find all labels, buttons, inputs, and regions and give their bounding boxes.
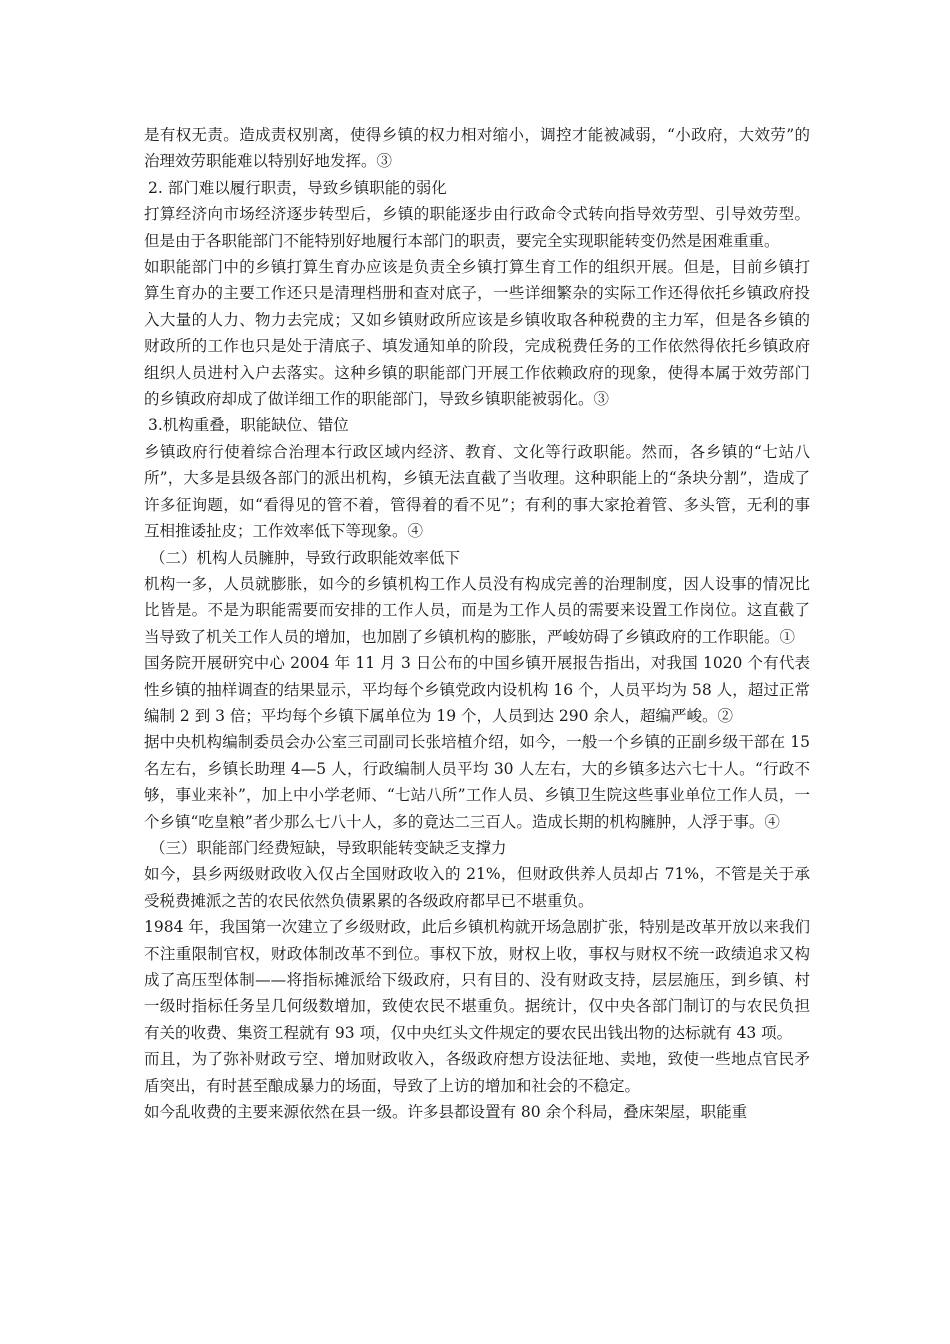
- body-paragraph-9: 国务院开展研究中心 2004 年 11 月 3 日公布的中国乡镇开展报告指出，对我国 1020 个有代表性乡镇的抽样调查的结果显示，平均每个乡镇党政内设机构 16 个，人员平均为 58 人，超过正常编制 2 到 3 倍；平均每个乡镇下属单位为 19 个，人员到达 290 余人，超编严峻。②: [144, 654, 810, 725]
- body-paragraph-6: 乡镇政府行使着综合治理本行政区域内经济、教育、文化等行政职能。然而，各乡镇的“七站八所”，大多是县级各部门的派出机构，乡镇无法直截了当收理。这种职能上的“条块分割”，造成了许多征询题，如“看得见的管不着，管得着的看不见”；有利的事大家抢着管、多头管，无利的事互相推诿扯皮；工作效率低下等现象。④: [144, 442, 810, 541]
- body-paragraph-12: 如今，县乡两级财政收入仅占全国财政收入的 21%，但财政供养人员却占 71%，不管是关于承受税费摊派之苦的农民依然负债累累的各级政府都早已不堪重负。: [144, 865, 810, 910]
- body-paragraph-10: 据中央机构编制委员会办公室三司副司长张培植介绍，如今，一般一个乡镇的正副乡级干部在 15 名左右，乡镇长助理 4—5 人，行政编制人员平均 30 人左右，大的乡镇多达六七十人。“行政不够，事业来补”，加上中小学老师、“七站八所”工作人员、乡镇卫生院这些事业单位工作人员，一个乡镇“吃皇粮”者少那么七八十人，多的竟达二三百人。造成长期的机构臃肿，人浮于事。④: [144, 733, 810, 831]
- section-heading-2: 2. 部门难以履行职责，导致乡镇职能的弱化: [148, 178, 447, 197]
- section-heading-er: （二）机构人员臃肿，导致行政职能效率低下: [150, 548, 461, 567]
- body-paragraph-13: 1984 年，我国第一次建立了乡级财政，此后乡镇机构就开场急剧扩张，特别是改革开放以来我们不注重限制官权，财政体制改革不到位。事权下放，财权上收，事权与财权不统一政绩追求又构成了高压型体制——将指标摊派给下级政府，只有目的、没有财政支持，层层施压，到乡镇、村一级时指标任务呈几何级数增加，致使农民不堪重负。据统计，仅中央各部门制订的与农民负担有关的收费、集资工程就有 93 项，仅中央红头文件规定的要农民出钱出物的达标就有 43 项。: [144, 918, 810, 1042]
- body-paragraph-3: 打算经济向市场经济逐步转型后，乡镇的职能逐步由行政命令式转向指导效劳型、引导效劳型。但是由于各职能部门不能特别好地履行本部门的职责，要完全实现职能转变仍然是困难重重。: [144, 205, 810, 250]
- body-paragraph-4: 如职能部门中的乡镇打算生育办应该是负责全乡镇打算生育工作的组织开展。但是，目前乡镇打算生育办的主要工作还只是清理档册和查对底子，一些详细繁杂的实际工作还得依托乡镇政府投入大量的人力、物力去完成；又如乡镇财政所应该是乡镇收取各种税费的主力军，但是各乡镇的财政所的工作也只是处于清底子、填发通知单的阶段，完成税费任务的工作依然得依托乡镇政府组织人员进村入户去落实。这种乡镇的职能部门开展工作依赖政府的现象，使得本属于效劳部门的乡镇政府却成了做详细工作的职能部门，导致乡镇职能被弱化。③: [144, 258, 810, 409]
- section-heading-san: （三）职能部门经费短缺，导致职能转变缺乏支撑力: [150, 838, 507, 857]
- body-paragraph-1: 是有权无责。造成责权别离，使得乡镇的权力相对缩小，调控才能被减弱，“小政府，大效劳”的治理效劳职能难以特别好地发挥。③: [144, 126, 810, 171]
- body-paragraph-15: 如今乱收费的主要来源依然在县一级。许多县都设置有 80 余个科局，叠床架屋，职能重: [144, 1103, 748, 1122]
- document-page: [144, 122, 810, 1125]
- body-paragraph-8: 机构一多，人员就膨胀，如今的乡镇机构工作人员没有构成完善的治理制度，因人设事的情况比比皆是。不是为职能需要而安排的工作人员，而是为工作人员的需要来设置工作岗位。这直截了当导致了机关工作人员的增加，也加剧了乡镇机构的膨胀，严峻妨碍了乡镇政府的工作职能。①: [144, 574, 810, 646]
- body-paragraph-14: 而且，为了弥补财政亏空、增加财政收入，各级政府想方设法征地、卖地，致使一些地点官民矛盾突出，有时甚至酿成暴力的场面，导致了上访的增加和社会的不稳定。: [144, 1050, 810, 1095]
- section-heading-3: 3.机构重叠，职能缺位、错位: [148, 416, 349, 435]
